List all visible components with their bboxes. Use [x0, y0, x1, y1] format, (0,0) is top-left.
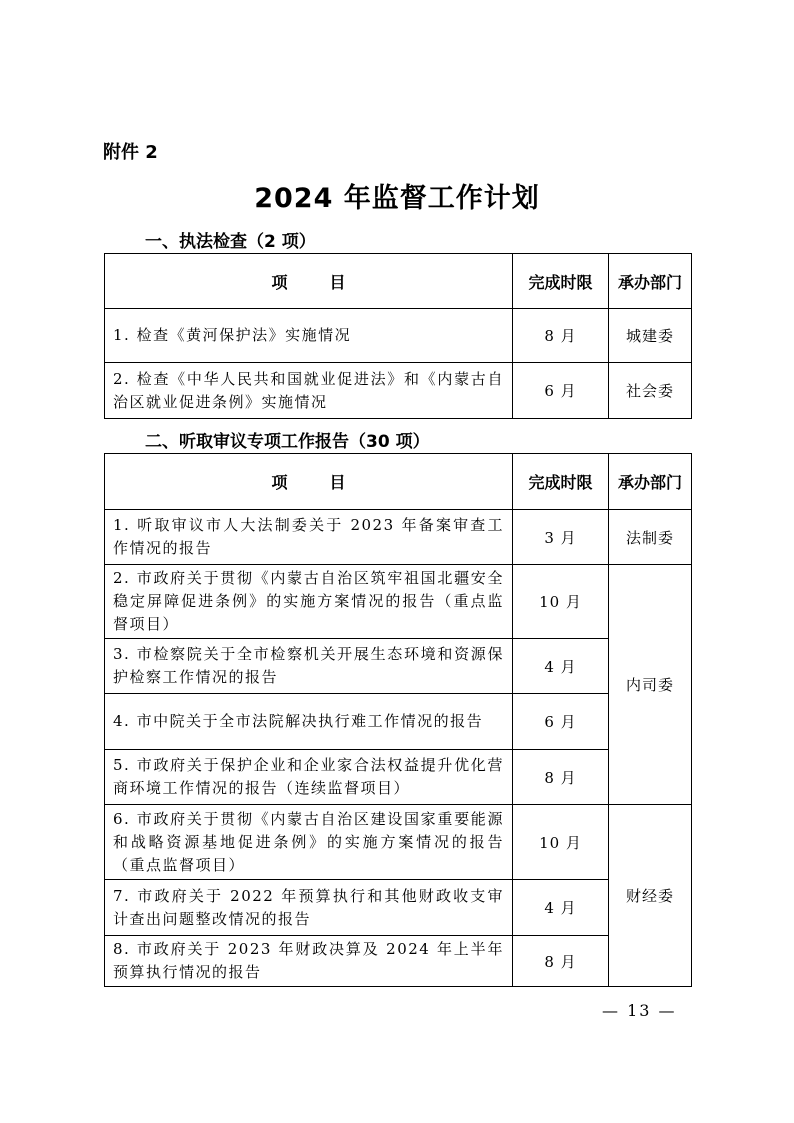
row-item: 3. 市检察院关于全市检察机关开展生态环境和资源保护检察工作情况的报告: [105, 639, 513, 694]
section1-heading: 一、执法检查（2 项）: [145, 232, 316, 252]
table-row: [105, 694, 692, 750]
table-row: [105, 565, 692, 639]
table-row: [105, 880, 692, 936]
header-deadline: 完成时限: [513, 254, 609, 309]
row-item: 2. 检查《中华人民共和国就业促进法》和《内蒙古自治区就业促进条例》实施情况: [105, 363, 513, 419]
header-deadline: 完成时限: [513, 454, 609, 510]
row-item: 8. 市政府关于 2023 年财政决算及 2024 年上半年预算执行情况的报告: [105, 936, 513, 987]
header-item: 项 目: [105, 454, 513, 510]
row-item: 4. 市中院关于全市法院解决执行难工作情况的报告: [105, 694, 513, 750]
row-deadline: 10 月: [513, 805, 609, 880]
row-item: 6. 市政府关于贯彻《内蒙古自治区建设国家重要能源和战略资源基地促进条例》的实施方案情况的报告（重点监督项目）: [105, 805, 513, 880]
table-row: [105, 363, 692, 419]
row-dept: 社会委: [609, 363, 692, 419]
row-dept: 财经委: [609, 805, 692, 987]
row-deadline: 3 月: [513, 510, 609, 565]
row-deadline: 4 月: [513, 880, 609, 936]
row-item: 1. 检查《黄河保护法》实施情况: [105, 309, 513, 363]
row-deadline: 4 月: [513, 639, 609, 694]
row-item: 7. 市政府关于 2022 年预算执行和其他财政收支审计查出问题整改情况的报告: [105, 880, 513, 936]
table-row: [105, 639, 692, 694]
table-row: [105, 936, 692, 987]
table-header-row: [105, 254, 692, 309]
row-deadline: 10 月: [513, 565, 609, 639]
page-title: 2024 年监督工作计划: [254, 183, 540, 214]
row-dept: 城建委: [609, 309, 692, 363]
row-item: 5. 市政府关于保护企业和企业家合法权益提升优化营商环境工作情况的报告（连续监督项目）: [105, 750, 513, 805]
table-row: [105, 309, 692, 363]
header-dept: 承办部门: [609, 254, 692, 309]
table-header-row: [105, 454, 692, 510]
row-deadline: 6 月: [513, 363, 609, 419]
row-deadline: 8 月: [513, 309, 609, 363]
attachment-label: 附件 2: [103, 142, 158, 163]
table-row: [105, 510, 692, 565]
row-item: 1. 听取审议市人大法制委关于 2023 年备案审查工作情况的报告: [105, 510, 513, 565]
row-deadline: 8 月: [513, 936, 609, 987]
row-item: 2. 市政府关于贯彻《内蒙古自治区筑牢祖国北疆安全稳定屏障促进条例》的实施方案情况的报告（重点监督项目）: [105, 565, 513, 639]
row-dept: 法制委: [609, 510, 692, 565]
section2-table: [104, 453, 692, 987]
header-item: 项 目: [105, 254, 513, 309]
table-row: [105, 805, 692, 880]
row-deadline: 8 月: [513, 750, 609, 805]
table-row: [105, 750, 692, 805]
row-deadline: 6 月: [513, 694, 609, 750]
row-dept: 内司委: [609, 565, 692, 805]
header-dept: 承办部门: [609, 454, 692, 510]
section2-heading: 二、听取审议专项工作报告（30 项）: [145, 432, 430, 452]
section1-table: [104, 253, 692, 419]
page-number: — 13 —: [602, 1001, 677, 1020]
